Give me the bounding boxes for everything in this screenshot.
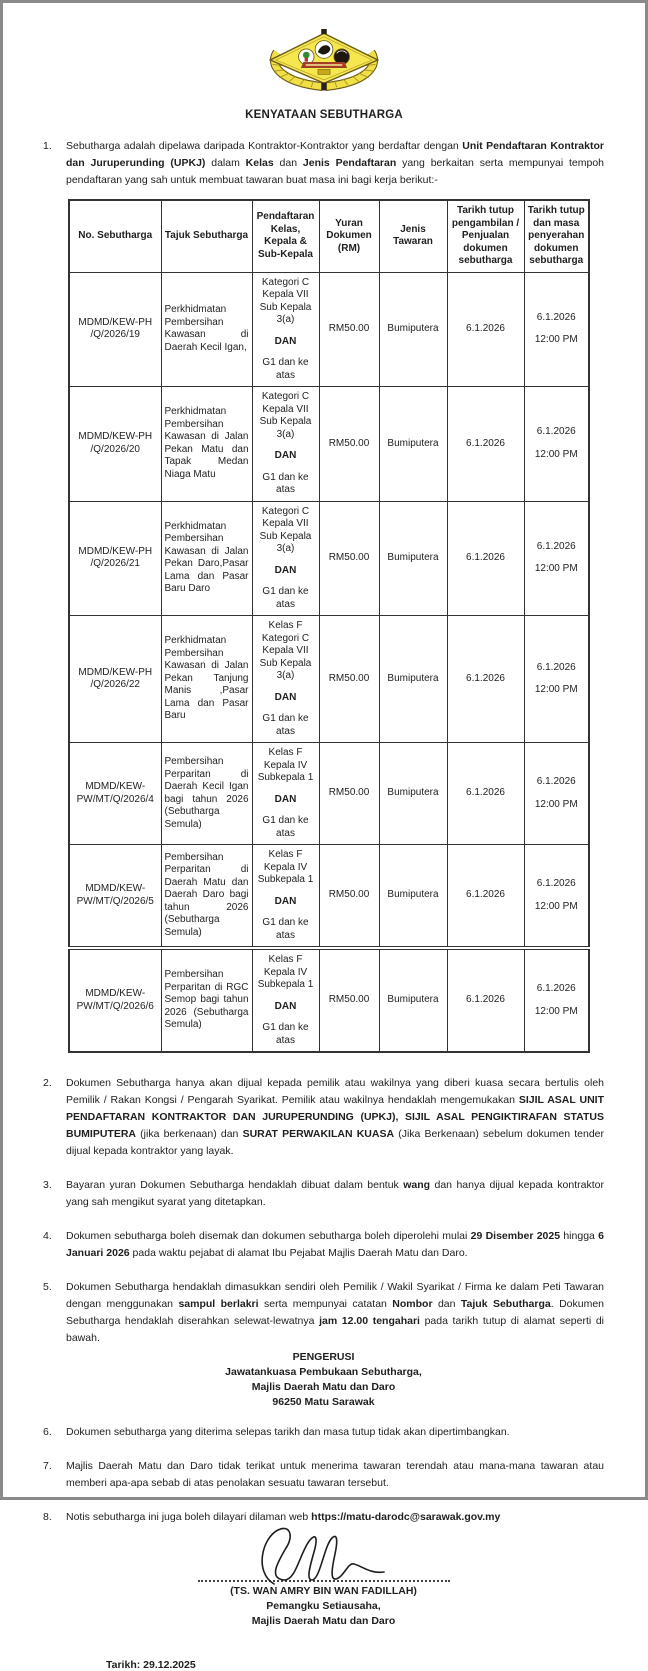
date-line: Tarikh: 29.12.2025 <box>106 1659 196 1671</box>
cell-yuran-dokumen: RM50.00 <box>319 743 379 845</box>
paragraph-number: 1. <box>43 140 52 152</box>
tarikh-penyerahan-date: 6.1.2026 <box>536 311 576 323</box>
tender-table-body <box>69 272 589 1052</box>
cell-tarikh-pengambilan: 6.1.2026 <box>447 845 524 949</box>
paragraph-3 <box>43 1177 604 1211</box>
cell-no-sebutharga: MDMD/KEW-PH /Q/2026/19 <box>69 272 161 387</box>
cell-tajuk-sebutharga: Perkhidmatan Pembersihan Kawasan di Jalan Pekan Daro,Pasar Lama dan Pasar Baru Daro <box>161 501 252 616</box>
tarikh-penyerahan-date: 6.1.2026 <box>536 878 576 889</box>
content-area <box>3 138 645 1671</box>
pendaftaran-gred-text: G1 dan ke atas <box>262 586 309 610</box>
tarikh-penyerahan-time: 12:00 PM <box>534 448 578 460</box>
paragraph-text: Dokumen Sebutharga hanya akan dijual kepada pemilik atau wakilnya yang diberi kuasa secara bertulis oleh Pemilik / Rakan Kongsi / Pengarah Syarikat. Pemilik atau wakilnya hendaklah mengemukakan SIJIL ASAL UNIT PENDAFTARAN KONTRAKTOR DAN JURUPERUNDING (UPKJ), SIJIL ASAL PENGIKTIRAFAN STATUS BUMIPUTERA (jika berkenaan) dan SURAT PERWAKILAN KUASA (Jika Berkenaan) sebelum dokumen tender dijual kepada kontraktor yang layak. <box>66 1077 605 1157</box>
paragraph-number: 7. <box>43 1460 52 1472</box>
paragraph-text: Notis sebutharga ini juga boleh dilayari dilaman web https://matu-darodc@sarawak.gov.my <box>66 1511 501 1523</box>
pendaftaran-gred-text: G1 dan ke atas <box>262 713 309 737</box>
cell-no-sebutharga: MDMD/KEW-PH /Q/2026/22 <box>69 616 161 743</box>
cell-tarikh-penyerahan <box>524 845 589 949</box>
cell-yuran-dokumen: RM50.00 <box>319 501 379 616</box>
cell-tajuk-sebutharga: Pembersihan Perparitan di RGC Semop bagi tahun 2026 (Sebutharga Semula) <box>161 948 252 1052</box>
signatory-role: Pemangku Setiausaha, <box>266 1600 381 1612</box>
tender-table-header <box>69 200 589 272</box>
paragraph-text: Sebutharga adalah dipelawa daripada Kontraktor-Kontraktor yang berdaftar dengan Unit Pendaftaran Kontraktor dan Juruperunding (UPKJ) dalam Kelas dan Jenis Pendaftaran yang berkaitan serta mempunyai tempoh pendaftaran yang sah untuk membuat tawaran buat masa ini bagi kerja berikut:- <box>66 140 605 186</box>
cell-yuran-dokumen: RM50.00 <box>319 845 379 949</box>
paragraph-5 <box>43 1279 604 1347</box>
cell-yuran-dokumen: RM50.00 <box>319 948 379 1052</box>
cell-tajuk-sebutharga: Pembersihan Perparitan di Daerah Kecil Igan bagi tahun 2026 (Sebutharga Semula) <box>161 743 252 845</box>
cell-tarikh-penyerahan <box>524 616 589 743</box>
pendaftaran-kelas-text: Kategori C Kepala VII Sub Kepala 3(a) <box>259 276 312 325</box>
cell-yuran-dokumen: RM50.00 <box>319 616 379 743</box>
tarikh-penyerahan-date: 6.1.2026 <box>536 983 576 994</box>
table-row <box>69 743 589 845</box>
pendaftaran-kelas-text: Kelas F Kategori C Kepala VII Sub Kepala 3(a) <box>259 620 312 681</box>
cell-no-sebutharga: MDMD/KEW- PW/MT/Q/2026/4 <box>69 743 161 845</box>
tarikh-penyerahan-time: 12:00 PM <box>534 334 578 346</box>
pendaftaran-dan-text: DAN <box>274 564 297 576</box>
pendaftaran-dan-text: DAN <box>274 1000 297 1012</box>
tarikh-penyerahan-time: 12:00 PM <box>534 563 578 575</box>
cell-tajuk-sebutharga: Perkhidmatan Pembersihan Kawasan di Daerah Kecil Igan, <box>161 272 252 387</box>
pendaftaran-dan-text: DAN <box>274 691 297 703</box>
pendaftaran-dan-text: DAN <box>274 450 297 461</box>
header-jenis-tawaran: Jenis Tawaran <box>379 200 447 272</box>
paragraph-text: Dokumen Sebutharga hendaklah dimasukkan sendiri oleh Pemilik / Wakil Syarikat / Firma ke dalam Peti Tawaran dengan menggunakan sampul berlakri serta mempunyai catatan Nombor dan Tajuk Sebutharga. Dokumen Sebutharga hendaklah diserahkan selewat-lewatnya jam 12.00 tengahari pada tarikh tutup di alamat seperti di bawah. <box>66 1281 605 1344</box>
cell-tarikh-pengambilan: 6.1.2026 <box>447 743 524 845</box>
header-no-sebutharga: No. Sebutharga <box>69 200 161 272</box>
signature-block <box>174 1528 474 1629</box>
header-tajuk: Tajuk Sebutharga <box>161 200 252 272</box>
cell-no-sebutharga: MDMD/KEW-PH /Q/2026/21 <box>69 501 161 616</box>
cell-no-sebutharga: MDMD/KEW- PW/MT/Q/2026/6 <box>69 948 161 1052</box>
tarikh-penyerahan-time: 12:00 PM <box>534 684 578 695</box>
cell-tarikh-pengambilan: 6.1.2026 <box>447 948 524 1052</box>
cell-tarikh-penyerahan <box>524 948 589 1052</box>
pendaftaran-kelas-text: Kelas F Kepala IV Subkepala 1 <box>257 747 314 783</box>
paragraph-number: 5. <box>43 1281 52 1293</box>
table-row <box>69 948 589 1052</box>
tarikh-penyerahan-date: 6.1.2026 <box>536 776 576 787</box>
pendaftaran-dan-text: DAN <box>274 793 297 805</box>
pendaftaran-dan-text: DAN <box>274 895 297 907</box>
paragraph-number: 3. <box>43 1179 52 1191</box>
council-crest-icon <box>259 29 389 91</box>
address-block: PENGERUSI Jawatankuasa Pembukaan Sebutharga, Majlis Daerah Matu dan Daro 96250 Matu Sarawak <box>225 1351 422 1408</box>
cell-pendaftaran-kelas <box>252 616 319 743</box>
signatory-name: (TS. WAN AMRY BIN WAN FADILLAH) <box>230 1585 417 1597</box>
cell-pendaftaran-kelas <box>252 948 319 1052</box>
signature-icon <box>244 1522 404 1592</box>
signatory-org: Majlis Daerah Matu dan Daro <box>251 1615 396 1627</box>
paragraph-7 <box>43 1458 604 1492</box>
paragraph-number: 8. <box>43 1511 52 1523</box>
cell-pendaftaran-kelas <box>252 845 319 949</box>
cell-no-sebutharga: MDMD/KEW-PH /Q/2026/20 <box>69 387 161 502</box>
header-tarikh-pengambilan: Tarikh tutup pengambilan / Penjualan dokumen sebutharga <box>447 200 524 272</box>
tarikh-penyerahan-date: 6.1.2026 <box>536 540 576 552</box>
paragraph-1 <box>43 138 604 189</box>
cell-tarikh-penyerahan <box>524 387 589 502</box>
cell-pendaftaran-kelas <box>252 743 319 845</box>
tarikh-penyerahan-time: 12:00 PM <box>534 798 578 810</box>
pendaftaran-dan-text: DAN <box>274 335 297 347</box>
logo-container <box>3 29 645 96</box>
cell-jenis-tawaran: Bumiputera <box>379 387 447 502</box>
paragraph-2 <box>43 1075 604 1160</box>
pendaftaran-gred-text: G1 dan ke atas <box>262 1022 309 1046</box>
header-yuran: Yuran Dokumen (RM) <box>319 200 379 272</box>
cell-tarikh-penyerahan <box>524 272 589 387</box>
cell-tarikh-pengambilan: 6.1.2026 <box>447 501 524 616</box>
pendaftaran-kelas-text: Kategori C Kepala VII Sub Kepala 3(a) <box>259 391 312 440</box>
tarikh-penyerahan-time: 12:00 PM <box>534 900 578 912</box>
cell-tarikh-pengambilan: 6.1.2026 <box>447 387 524 502</box>
paragraph-text: Dokumen sebutharga boleh disemak dan dokumen sebutharga boleh diperolehi mulai 29 Disember 2025 hingga 6 Januari 2026 pada waktu pejabat di alamat Ibu Pejabat Majlis Daerah Matu dan Daro. <box>66 1230 604 1259</box>
table-row <box>69 272 589 387</box>
cell-jenis-tawaran: Bumiputera <box>379 616 447 743</box>
paragraph-6 <box>43 1424 604 1441</box>
pendaftaran-gred-text: G1 dan ke atas <box>262 471 309 495</box>
table-row <box>69 845 589 949</box>
tender-table <box>68 199 590 1053</box>
cell-jenis-tawaran: Bumiputera <box>379 272 447 387</box>
cell-jenis-tawaran: Bumiputera <box>379 743 447 845</box>
pendaftaran-gred-text: G1 dan ke atas <box>262 357 309 381</box>
tarikh-penyerahan-date: 6.1.2026 <box>536 426 576 438</box>
pendaftaran-kelas-text: Kategori C Kepala VII Sub Kepala 3(a) <box>259 505 312 554</box>
page-title: KENYATAAN SEBUTHARGA <box>245 109 403 121</box>
header-pendaftaran: Pendaftaran Kelas, Kepala & Sub-Kepala <box>252 200 319 272</box>
cell-jenis-tawaran: Bumiputera <box>379 501 447 616</box>
paragraph-text: Majlis Daerah Matu dan Daro tidak terikat untuk menerima tawaran terendah atau mana-mana tawaran atau memberi apa-apa sebab di atas penolakan sesuatu tawaran tersebut. <box>66 1460 604 1489</box>
cell-yuran-dokumen: RM50.00 <box>319 387 379 502</box>
cell-tarikh-penyerahan <box>524 743 589 845</box>
pendaftaran-gred-text: G1 dan ke atas <box>262 815 309 839</box>
cell-jenis-tawaran: Bumiputera <box>379 948 447 1052</box>
header-tarikh-penyerahan: Tarikh tutup dan masa penyerahan dokumen sebutharga <box>524 200 589 272</box>
pendaftaran-gred-text: G1 dan ke atas <box>262 917 309 941</box>
table-row <box>69 616 589 743</box>
cell-tajuk-sebutharga: Perkhidmatan Pembersihan Kawasan di Jalan Pekan Matu dan Tapak Medan Niaga Matu <box>161 387 252 502</box>
table-row <box>69 501 589 616</box>
paragraph-number: 6. <box>43 1426 52 1438</box>
tarikh-penyerahan-time: 12:00 PM <box>534 1005 578 1017</box>
cell-pendaftaran-kelas <box>252 501 319 616</box>
pendaftaran-kelas-text: Kelas F Kepala IV Subkepala 1 <box>257 849 314 885</box>
paragraph-number: 4. <box>43 1230 52 1242</box>
cell-no-sebutharga: MDMD/KEW- PW/MT/Q/2026/5 <box>69 845 161 949</box>
paragraph-number: 2. <box>43 1077 52 1089</box>
pendaftaran-kelas-text: Kelas F Kepala IV Subkepala 1 <box>257 954 314 990</box>
paragraph-4 <box>43 1228 604 1262</box>
tarikh-penyerahan-date: 6.1.2026 <box>536 661 576 673</box>
cell-tarikh-pengambilan: 6.1.2026 <box>447 272 524 387</box>
cell-jenis-tawaran: Bumiputera <box>379 845 447 949</box>
cell-pendaftaran-kelas <box>252 272 319 387</box>
paragraph-text: Dokumen sebutharga yang diterima selepas tarikh dan masa tutup tidak akan dipertimbangkan. <box>66 1426 510 1438</box>
cell-pendaftaran-kelas <box>252 387 319 502</box>
cell-yuran-dokumen: RM50.00 <box>319 272 379 387</box>
paragraph-text: Bayaran yuran Dokumen Sebutharga hendaklah dibuat dalam bentuk wang dan hanya dijual kepada kontraktor yang sah mengikut syarat yang ditetapkan. <box>66 1179 604 1208</box>
cell-tajuk-sebutharga: Pembersihan Perparitan di Daerah Matu dan Daerah Daro bagi tahun 2026 (Sebutharga Semula) <box>161 845 252 949</box>
cell-tajuk-sebutharga: Perkhidmatan Pembersihan Kawasan di Jalan Pekan Tanjung Manis ,Pasar Lama dan Pasar Baru <box>161 616 252 743</box>
cell-tarikh-penyerahan <box>524 501 589 616</box>
table-row <box>69 387 589 502</box>
cell-tarikh-pengambilan: 6.1.2026 <box>447 616 524 743</box>
